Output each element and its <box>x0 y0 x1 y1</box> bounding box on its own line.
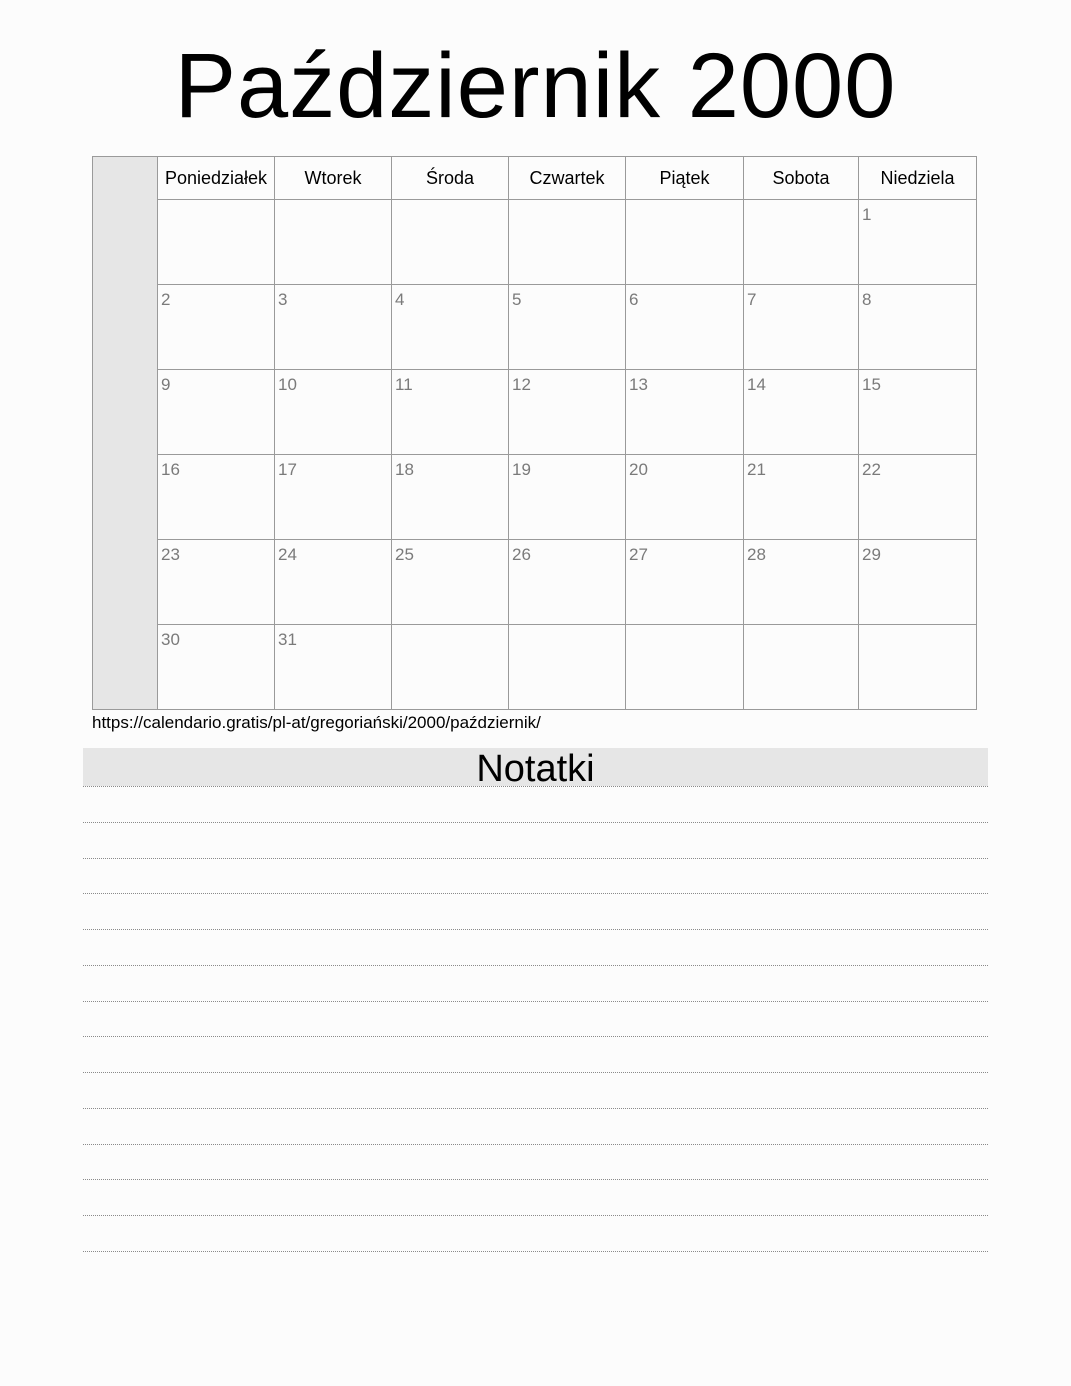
note-line <box>83 1001 988 1002</box>
note-line <box>83 858 988 859</box>
notes-title: Notatki <box>83 748 988 786</box>
day-cell[interactable] <box>859 455 976 540</box>
day-cell[interactable] <box>509 285 626 370</box>
day-cell[interactable] <box>509 370 626 455</box>
day-number: 7 <box>747 290 757 309</box>
day-cell[interactable] <box>275 370 392 455</box>
note-line <box>83 822 988 823</box>
day-cell[interactable] <box>275 455 392 540</box>
day-cell[interactable] <box>509 200 626 285</box>
note-line <box>83 1144 988 1145</box>
day-number: 29 <box>862 545 881 564</box>
page-title: Październik 2000 <box>174 35 897 137</box>
day-cell[interactable] <box>859 285 976 370</box>
day-cell[interactable] <box>744 625 859 709</box>
note-line <box>83 929 988 930</box>
source-url[interactable]: https://calendario.gratis/pl-at/gregoriański/2000/październik/ <box>92 713 541 732</box>
note-line <box>83 1036 988 1037</box>
weekday-header: Niedziela <box>859 157 976 200</box>
day-number: 1 <box>862 205 872 224</box>
weekday-header: Piątek <box>626 157 744 200</box>
day-number: 22 <box>862 460 881 479</box>
day-number: 23 <box>161 545 180 564</box>
day-cell[interactable] <box>158 455 275 540</box>
day-cell[interactable] <box>626 285 744 370</box>
day-number: 4 <box>395 290 405 309</box>
day-cell[interactable] <box>859 625 976 709</box>
day-number: 12 <box>512 375 531 394</box>
day-cell[interactable] <box>392 200 509 285</box>
day-cell[interactable] <box>626 455 744 540</box>
note-line <box>83 786 988 787</box>
note-line <box>83 965 988 966</box>
day-cell[interactable] <box>392 625 509 709</box>
weekday-header: Poniedziałek <box>158 157 275 200</box>
day-number: 30 <box>161 630 180 649</box>
day-number: 25 <box>395 545 414 564</box>
day-number: 15 <box>862 375 881 394</box>
day-cell[interactable] <box>275 285 392 370</box>
day-number: 2 <box>161 290 171 309</box>
day-cell[interactable] <box>392 370 509 455</box>
day-cell[interactable] <box>626 200 744 285</box>
day-cell[interactable] <box>158 540 275 625</box>
day-cell[interactable] <box>509 455 626 540</box>
day-number: 21 <box>747 460 766 479</box>
day-number: 9 <box>161 375 171 394</box>
day-number: 17 <box>278 460 297 479</box>
day-cell[interactable] <box>275 625 392 709</box>
day-cell[interactable] <box>392 455 509 540</box>
note-line <box>83 1179 988 1180</box>
day-cell[interactable] <box>626 370 744 455</box>
day-cell[interactable] <box>509 625 626 709</box>
day-cell[interactable] <box>158 625 275 709</box>
day-cell[interactable] <box>859 540 976 625</box>
day-cell[interactable] <box>509 540 626 625</box>
day-cell[interactable] <box>392 285 509 370</box>
note-line <box>83 1108 988 1109</box>
day-number: 11 <box>395 375 413 394</box>
day-cell[interactable] <box>744 540 859 625</box>
weekday-header: Sobota <box>744 157 859 200</box>
day-number: 28 <box>747 545 766 564</box>
day-number: 19 <box>512 460 531 479</box>
day-number: 14 <box>747 375 766 394</box>
day-number: 10 <box>278 375 297 394</box>
month-calendar <box>92 156 977 710</box>
day-cell[interactable] <box>859 370 976 455</box>
day-number: 24 <box>278 545 297 564</box>
day-cell[interactable] <box>744 455 859 540</box>
weekday-header: Czwartek <box>509 157 626 200</box>
day-number: 6 <box>629 290 639 309</box>
day-number: 20 <box>629 460 648 479</box>
day-number: 5 <box>512 290 522 309</box>
week-number-column <box>93 157 158 709</box>
day-cell[interactable] <box>626 625 744 709</box>
day-cell[interactable] <box>275 540 392 625</box>
day-number: 16 <box>161 460 180 479</box>
day-cell[interactable] <box>744 285 859 370</box>
note-line <box>83 1251 988 1252</box>
day-number: 27 <box>629 545 648 564</box>
day-number: 3 <box>278 290 288 309</box>
day-cell[interactable] <box>744 200 859 285</box>
weekday-header: Środa <box>392 157 509 200</box>
note-line <box>83 1072 988 1073</box>
day-cell[interactable] <box>744 370 859 455</box>
day-number: 8 <box>862 290 872 309</box>
day-number: 18 <box>395 460 414 479</box>
day-cell[interactable] <box>158 285 275 370</box>
calendar-grid <box>158 157 976 709</box>
day-cell[interactable] <box>626 540 744 625</box>
day-cell[interactable] <box>158 370 275 455</box>
day-number: 13 <box>629 375 648 394</box>
note-line <box>83 1215 988 1216</box>
day-number: 26 <box>512 545 531 564</box>
day-cell[interactable] <box>859 200 976 285</box>
day-cell[interactable] <box>275 200 392 285</box>
day-cell[interactable] <box>158 200 275 285</box>
day-number: 31 <box>278 630 297 649</box>
note-line <box>83 893 988 894</box>
day-cell[interactable] <box>392 540 509 625</box>
weekday-header: Wtorek <box>275 157 392 200</box>
